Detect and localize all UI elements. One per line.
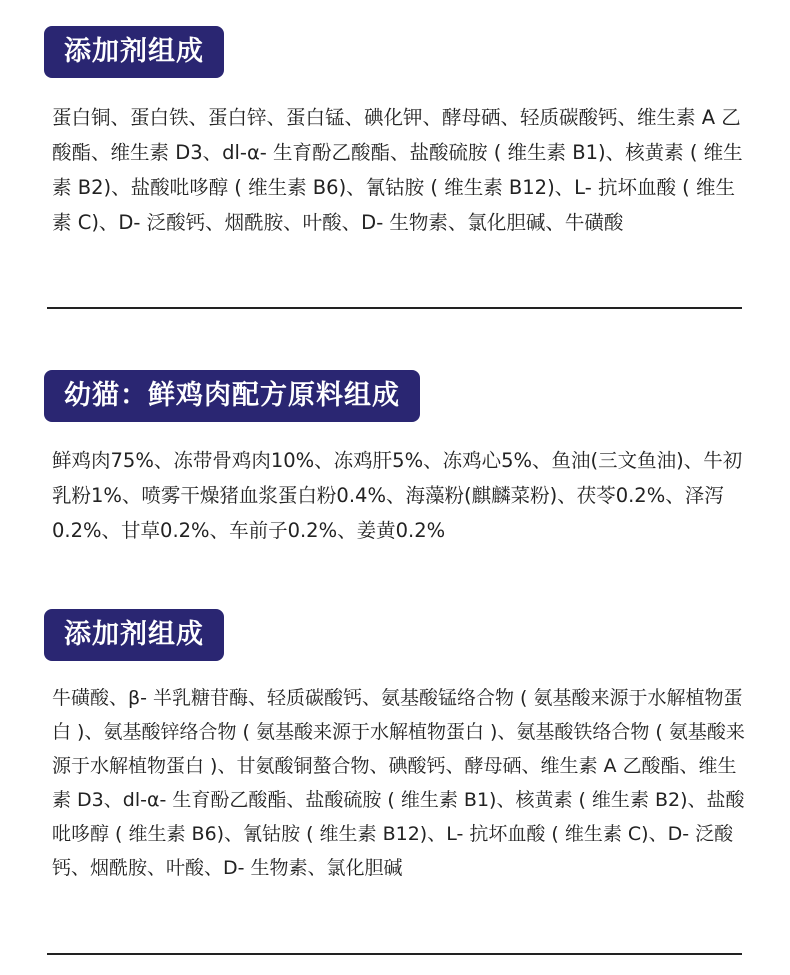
section-2-ingredients-text: 鲜鸡肉75%、冻带骨鸡肉10%、冻鸡肝5%、冻鸡心5%、鱼油(三文鱼油)、牛初乳粉1%、喷雾干燥猪血浆蛋白粉0.4%、海藻粉(麒麟菜粉)、茯苓0.2%、泽泻0.2%、甘草0.2%、车前子0.2%、姜黄0.2% [52, 449, 743, 542]
section-2-title-badge: 幼猫：鲜鸡肉配方原料组成 [44, 370, 420, 422]
section-1-divider [47, 307, 742, 309]
section-3-ingredients-text: 牛磺酸、β- 半乳糖苷酶、轻质碳酸钙、氨基酸锰络合物 ( 氨基酸来源于水解植物蛋白 )、氨基酸锌络合物 ( 氨基酸来源于水解植物蛋白 )、氨基酸铁络合物 ( 氨基酸来源于水解植物蛋白 )、甘氨酸铜螯合物、碘酸钙、酵母硒、维生素 A 乙酸酯、维生素 D3、dl-α- 生育酚乙酸酯、盐酸硫胺 ( 维生素 B1)、核黄素 ( 维生素 B2)、盐酸吡哆醇 ( 维生素 B6)、氰钴胺 ( 维生素 B12)、L- 抗坏血酸 ( 维生素 C)、D- 泛酸钙、烟酰胺、叶酸、D- 生物素、氯化胆碱 [52, 687, 745, 879]
section-3-divider [47, 953, 742, 955]
section-1-ingredients-text: 蛋白铜、蛋白铁、蛋白锌、蛋白锰、碘化钾、酵母硒、轻质碳酸钙、维生素 A 乙酸酯、维生素 D3、dl-α- 生育酚乙酸酯、盐酸硫胺 ( 维生素 B1)、核黄素 ( 维生素 B2)、盐酸吡哆醇 ( 维生素 B6)、氰钴胺 ( 维生素 B12)、L- 抗坏血酸 ( 维生素 C)、D- 泛酸钙、烟酰胺、叶酸、D- 生物素、氯化胆碱、牛磺酸 [52, 106, 743, 234]
section-3-title-badge: 添加剂组成 [44, 609, 224, 661]
section-1-title-badge: 添加剂组成 [44, 26, 224, 78]
